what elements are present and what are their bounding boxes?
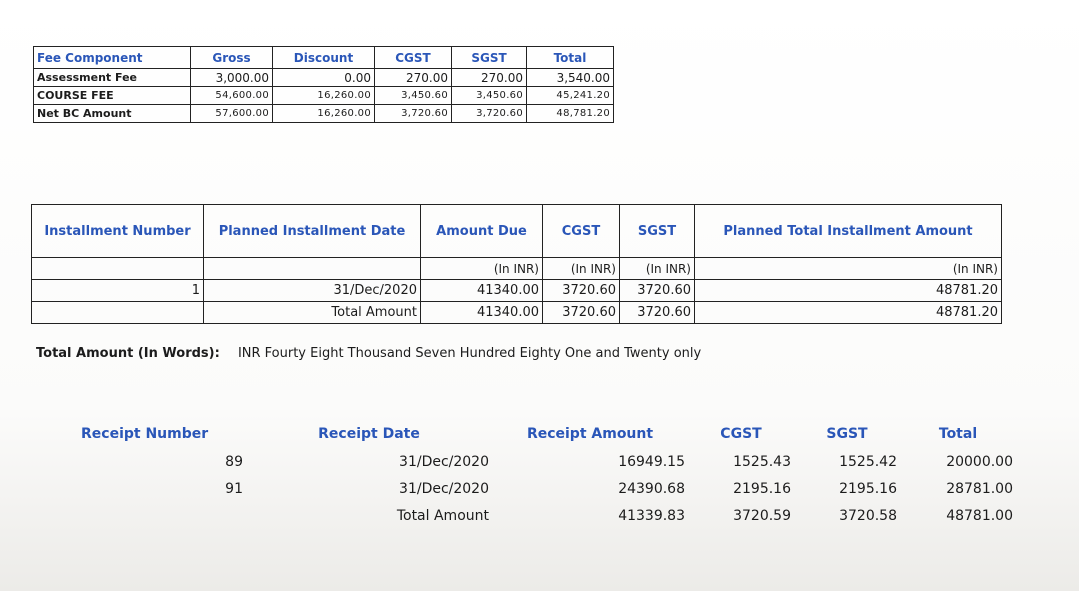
fee-gross: 3,000.00 xyxy=(191,69,273,87)
receipt-sgst: 2195.16 xyxy=(839,480,897,497)
installment-date: 31/Dec/2020 xyxy=(204,280,421,302)
fee-total: 45,241.20 xyxy=(527,87,614,105)
receipt-number: 91 xyxy=(225,480,243,497)
installment-header-date: Planned Installment Date xyxy=(204,205,421,258)
total-blank xyxy=(32,302,204,324)
receipt-date: 31/Dec/2020 xyxy=(399,480,489,497)
receipt-total-sgst: 3720.58 xyxy=(839,507,897,524)
receipt-number: 89 xyxy=(225,453,243,470)
receipt-total-amount: 41339.83 xyxy=(618,507,685,524)
receipt-header-cgst: CGST xyxy=(720,426,762,442)
fee-header-total: Total xyxy=(527,47,614,69)
receipt-row xyxy=(78,475,1016,502)
unit-sgst: (In INR) xyxy=(620,258,695,280)
unit-amount-due: (In INR) xyxy=(421,258,543,280)
fee-cgst: 270.00 xyxy=(375,69,452,87)
receipt-table xyxy=(78,420,1016,529)
receipt-header-date: Receipt Date xyxy=(318,426,420,442)
receipt-total-total: 48781.00 xyxy=(946,507,1013,524)
unit-planned-total: (In INR) xyxy=(695,258,1002,280)
receipt-total-row xyxy=(78,502,1016,529)
receipt-date: 31/Dec/2020 xyxy=(399,453,489,470)
amount-in-words-label: Total Amount (In Words): xyxy=(36,346,220,361)
receipt-cgst: 1525.43 xyxy=(733,453,791,470)
receipt-total: 20000.00 xyxy=(946,453,1013,470)
fee-discount: 16,260.00 xyxy=(273,87,375,105)
fee-cgst: 3,450.60 xyxy=(375,87,452,105)
receipt-total-blank xyxy=(78,502,246,529)
installment-row xyxy=(32,280,1002,302)
fee-row xyxy=(34,69,614,87)
installment-amount-due: 41340.00 xyxy=(421,280,543,302)
receipt-row xyxy=(78,448,1016,475)
fee-row xyxy=(34,87,614,105)
fee-row xyxy=(34,105,614,123)
fee-header-sgst: SGST xyxy=(452,47,527,69)
installment-total-row xyxy=(32,302,1002,324)
fee-label: Assessment Fee xyxy=(34,69,191,87)
receipt-header-sgst: SGST xyxy=(826,426,868,442)
receipt-sgst: 1525.42 xyxy=(839,453,897,470)
receipt-amount: 24390.68 xyxy=(618,480,685,497)
installment-header-amount-due: Amount Due xyxy=(421,205,543,258)
installment-planned-total: 48781.20 xyxy=(695,280,1002,302)
installment-total-label: Total Amount xyxy=(204,302,421,324)
installment-header-planned-total: Planned Total Installment Amount xyxy=(695,205,1002,258)
unit-blank xyxy=(204,258,421,280)
installment-header-cgst: CGST xyxy=(543,205,620,258)
receipt-amount: 16949.15 xyxy=(618,453,685,470)
receipt-total-label: Total Amount xyxy=(396,507,489,524)
receipt-total: 28781.00 xyxy=(946,480,1013,497)
unit-blank xyxy=(32,258,204,280)
receipt-total-cgst: 3720.59 xyxy=(733,507,791,524)
fee-total: 48,781.20 xyxy=(527,105,614,123)
fee-sgst: 3,450.60 xyxy=(452,87,527,105)
fee-label: Net BC Amount xyxy=(34,105,191,123)
fee-sgst: 270.00 xyxy=(452,69,527,87)
receipt-header-total: Total xyxy=(938,426,978,442)
fee-header-gross: Gross xyxy=(191,47,273,69)
fee-cgst: 3,720.60 xyxy=(375,105,452,123)
installment-total-planned: 48781.20 xyxy=(695,302,1002,324)
installment-cgst: 3720.60 xyxy=(543,280,620,302)
installment-header-number: Installment Number xyxy=(32,205,204,258)
fee-header-cgst: CGST xyxy=(375,47,452,69)
fee-gross: 54,600.00 xyxy=(191,87,273,105)
installment-number: 1 xyxy=(32,280,204,302)
fee-header-discount: Discount xyxy=(273,47,375,69)
installment-unit-row xyxy=(32,258,1002,280)
unit-cgst: (In INR) xyxy=(543,258,620,280)
installment-header-sgst: SGST xyxy=(620,205,695,258)
installment-total-amount-due: 41340.00 xyxy=(421,302,543,324)
receipt-cgst: 2195.16 xyxy=(733,480,791,497)
fee-header-row xyxy=(34,47,614,69)
fee-label: COURSE FEE xyxy=(34,87,191,105)
fee-discount: 16,260.00 xyxy=(273,105,375,123)
receipt-header-row xyxy=(78,420,1016,448)
fee-total: 3,540.00 xyxy=(527,69,614,87)
installment-table xyxy=(31,204,1002,324)
installment-header-row xyxy=(32,205,1002,258)
installment-sgst: 3720.60 xyxy=(620,280,695,302)
receipt-header-number: Receipt Number xyxy=(81,426,209,442)
fee-discount: 0.00 xyxy=(273,69,375,87)
receipt-header-amount: Receipt Amount xyxy=(526,426,654,442)
amount-in-words xyxy=(36,346,701,361)
amount-in-words-value: INR Fourty Eight Thousand Seven Hundred Eighty One and Twenty only xyxy=(237,346,702,361)
fee-gross: 57,600.00 xyxy=(191,105,273,123)
installment-total-sgst: 3720.60 xyxy=(620,302,695,324)
fee-component-table xyxy=(33,46,614,123)
fee-sgst: 3,720.60 xyxy=(452,105,527,123)
installment-total-cgst: 3720.60 xyxy=(543,302,620,324)
fee-header-component: Fee Component xyxy=(34,47,191,69)
